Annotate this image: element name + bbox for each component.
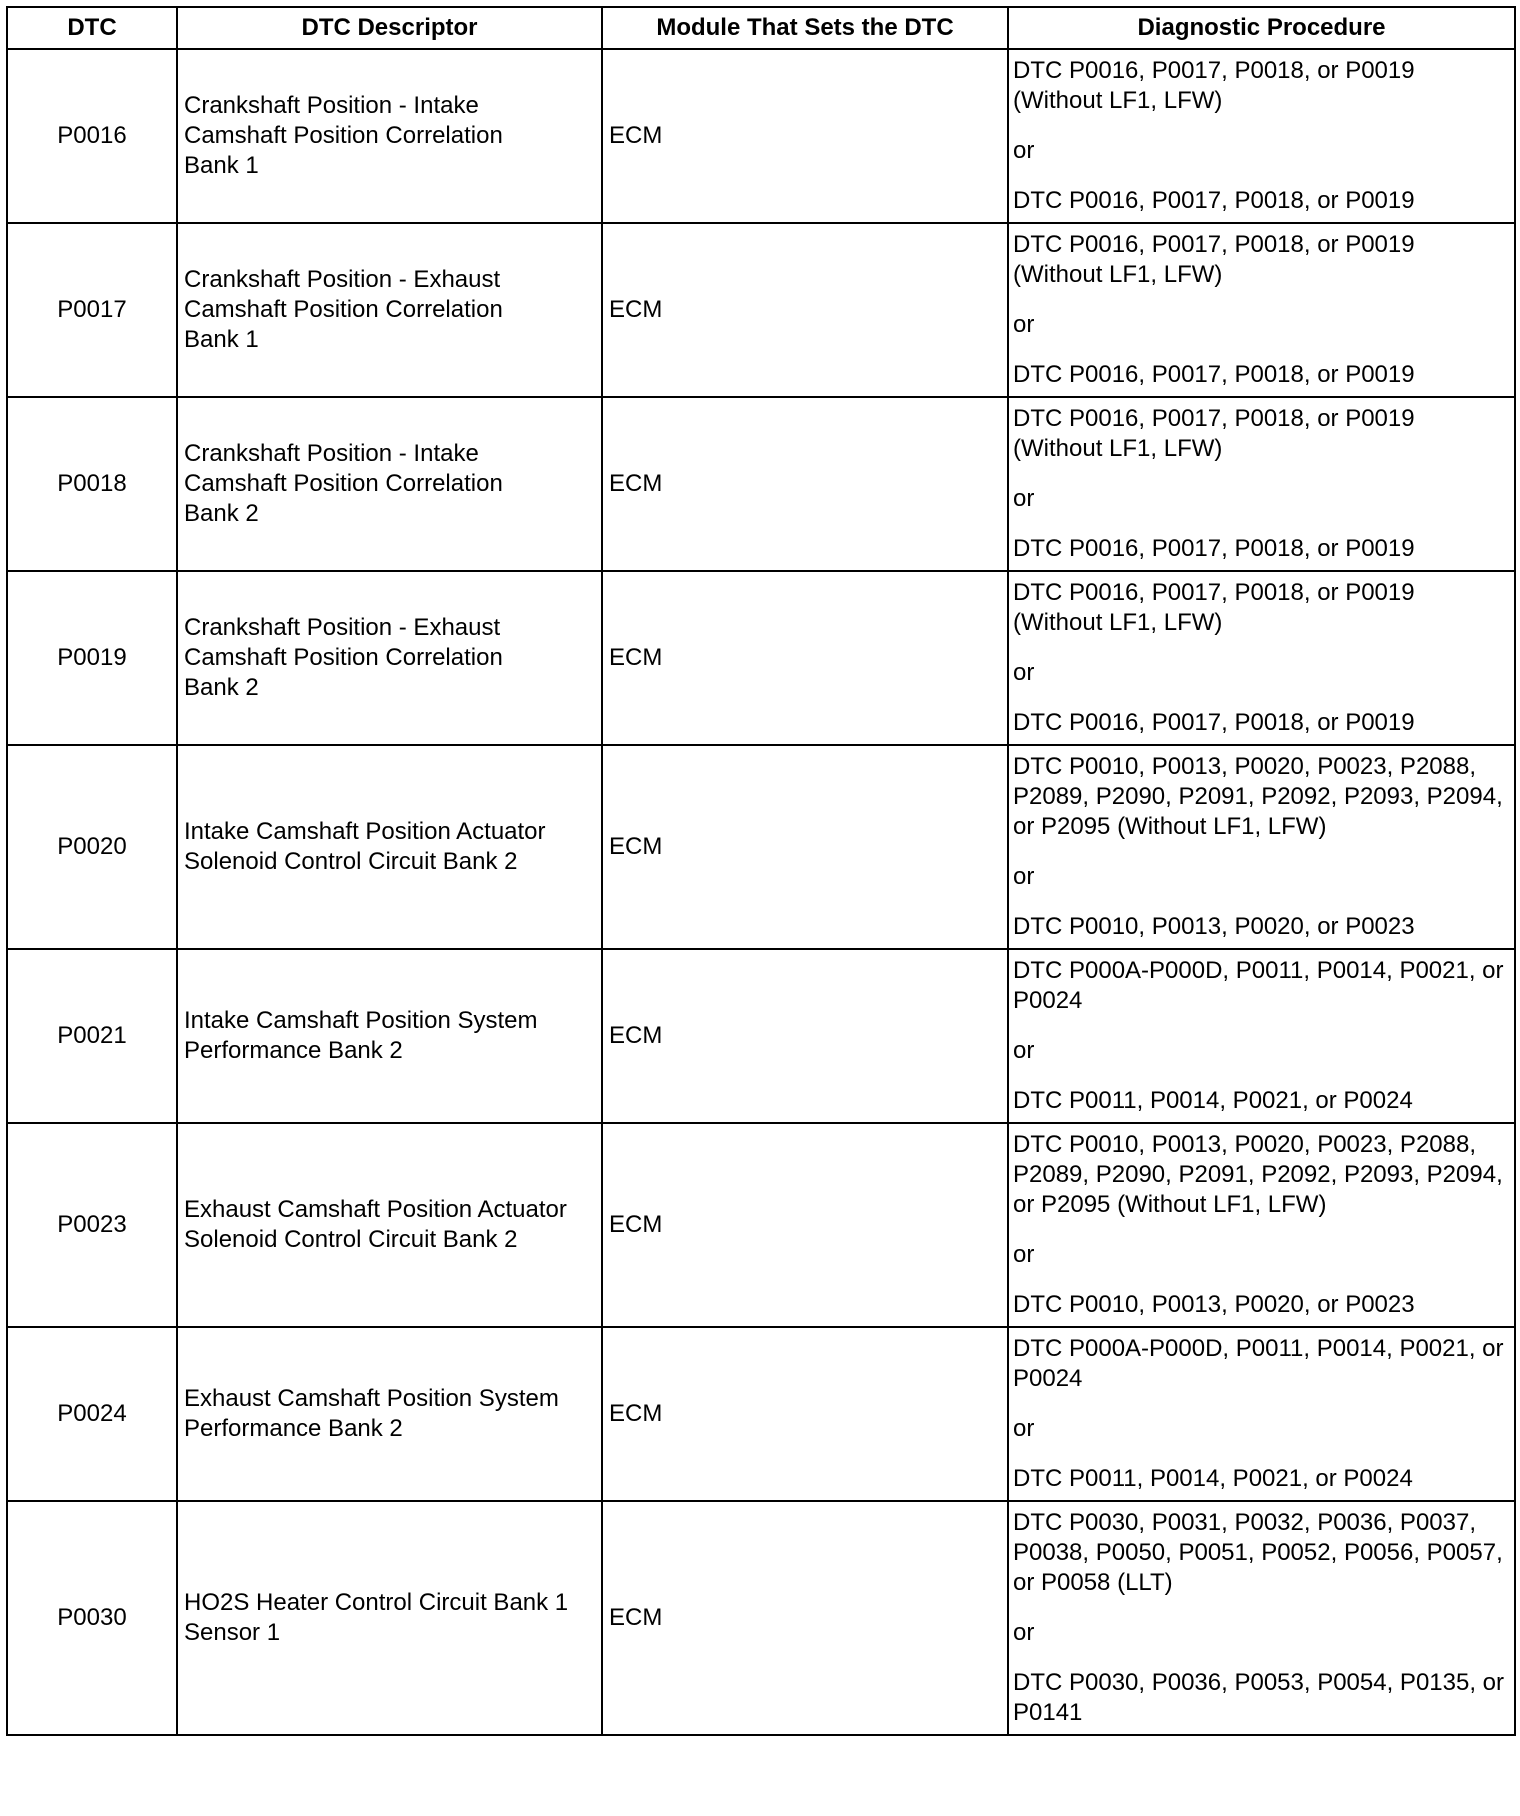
dtc-descriptor-cell xyxy=(177,571,602,745)
header-row xyxy=(7,7,1515,49)
descriptor-line: Camshaft Position Correlation xyxy=(184,122,503,149)
procedure-or-separator: or xyxy=(1013,485,1035,512)
procedure-link-primary[interactable]: DTC P0010, P0013, P0020, P0023, P2088, P2089, P2090, P2091, P2092, P2093, P2094, or P2095 (Without LF1, LFW) xyxy=(1013,753,1503,840)
module-cell: ECM xyxy=(602,49,1008,223)
descriptor-line: Camshaft Position Correlation xyxy=(184,296,503,323)
procedure-or-separator: or xyxy=(1013,863,1035,890)
dtc-code-cell: P0020 xyxy=(7,745,177,949)
dtc-code-cell: P0030 xyxy=(7,1501,177,1735)
procedure-link-alternate[interactable]: DTC P0016, P0017, P0018, or P0019 xyxy=(1013,709,1415,736)
diagnostic-procedure-cell xyxy=(1008,1327,1515,1501)
table-row xyxy=(7,571,1515,745)
diagnostic-procedure-cell xyxy=(1008,49,1515,223)
table-row xyxy=(7,1327,1515,1501)
procedure-or-separator: or xyxy=(1013,659,1035,686)
diagnostic-procedure-cell xyxy=(1008,745,1515,949)
procedure-or-separator: or xyxy=(1013,1619,1035,1646)
procedure-link-alternate[interactable]: DTC P0010, P0013, P0020, or P0023 xyxy=(1013,913,1415,940)
descriptor-line: Bank 1 xyxy=(184,326,259,353)
dtc-code-cell: P0018 xyxy=(7,397,177,571)
table-row xyxy=(7,949,1515,1123)
dtc-code-cell: P0024 xyxy=(7,1327,177,1501)
dtc-code-cell: P0019 xyxy=(7,571,177,745)
diagnostic-procedure-cell xyxy=(1008,1501,1515,1735)
dtc-code-cell: P0016 xyxy=(7,49,177,223)
procedure-link-primary[interactable]: DTC P000A-P000D, P0011, P0014, P0021, or P0024 xyxy=(1013,957,1504,1014)
module-cell: ECM xyxy=(602,745,1008,949)
procedure-link-alternate[interactable]: DTC P0016, P0017, P0018, or P0019 xyxy=(1013,535,1415,562)
diagnostic-procedure-cell xyxy=(1008,223,1515,397)
table-body xyxy=(7,49,1515,1735)
descriptor-line: Bank 2 xyxy=(184,674,259,701)
descriptor-line: Camshaft Position Correlation xyxy=(184,644,503,671)
descriptor-line: Bank 1 xyxy=(184,152,259,179)
descriptor-line: Bank 2 xyxy=(184,500,259,527)
dtc-descriptor-cell xyxy=(177,1501,602,1735)
descriptor-line: Exhaust Camshaft Position System xyxy=(184,1385,559,1412)
procedure-link-primary[interactable]: DTC P000A-P000D, P0011, P0014, P0021, or P0024 xyxy=(1013,1335,1504,1392)
module-cell: ECM xyxy=(602,1123,1008,1327)
table-row xyxy=(7,1123,1515,1327)
descriptor-line: Solenoid Control Circuit Bank 2 xyxy=(184,848,518,875)
module-cell: ECM xyxy=(602,1327,1008,1501)
procedure-link-alternate[interactable]: DTC P0030, P0036, P0053, P0054, P0135, or P0141 xyxy=(1013,1669,1505,1726)
diagnostic-procedure-cell xyxy=(1008,949,1515,1123)
procedure-link-primary[interactable]: DTC P0010, P0013, P0020, P0023, P2088, P2089, P2090, P2091, P2092, P2093, P2094, or P2095 (Without LF1, LFW) xyxy=(1013,1131,1503,1218)
dtc-descriptor-cell xyxy=(177,397,602,571)
procedure-link-primary[interactable]: DTC P0016, P0017, P0018, or P0019 (Without LF1, LFW) xyxy=(1013,579,1415,636)
header-dtc: DTC xyxy=(7,7,177,49)
procedure-link-alternate[interactable]: DTC P0016, P0017, P0018, or P0019 xyxy=(1013,361,1415,388)
procedure-or-separator: or xyxy=(1013,1241,1035,1268)
dtc-code-cell: P0021 xyxy=(7,949,177,1123)
descriptor-line: Performance Bank 2 xyxy=(184,1037,403,1064)
table-header xyxy=(7,7,1515,49)
diagnostic-procedure-cell xyxy=(1008,571,1515,745)
table-row xyxy=(7,223,1515,397)
descriptor-line: HO2S Heater Control Circuit Bank 1 xyxy=(184,1589,569,1616)
procedure-or-separator: or xyxy=(1013,1037,1035,1064)
dtc-descriptor-cell xyxy=(177,223,602,397)
procedure-or-separator: or xyxy=(1013,137,1035,164)
dtc-descriptor-cell xyxy=(177,949,602,1123)
header-module: Module That Sets the DTC xyxy=(602,7,1008,49)
dtc-code-cell: P0017 xyxy=(7,223,177,397)
descriptor-line: Crankshaft Position - Exhaust xyxy=(184,614,501,641)
procedure-link-primary[interactable]: DTC P0016, P0017, P0018, or P0019 (Without LF1, LFW) xyxy=(1013,57,1415,114)
table-row xyxy=(7,397,1515,571)
descriptor-line: Solenoid Control Circuit Bank 2 xyxy=(184,1226,518,1253)
descriptor-line: Performance Bank 2 xyxy=(184,1415,403,1442)
module-cell: ECM xyxy=(602,223,1008,397)
procedure-link-primary[interactable]: DTC P0016, P0017, P0018, or P0019 (Without LF1, LFW) xyxy=(1013,405,1415,462)
table-row xyxy=(7,745,1515,949)
document-page xyxy=(6,6,1514,1736)
procedure-or-separator: or xyxy=(1013,311,1035,338)
descriptor-line: Intake Camshaft Position Actuator xyxy=(184,818,546,845)
descriptor-line: Intake Camshaft Position System xyxy=(184,1007,538,1034)
dtc-descriptor-cell xyxy=(177,745,602,949)
diagnostic-procedure-cell xyxy=(1008,397,1515,571)
procedure-link-alternate[interactable]: DTC P0011, P0014, P0021, or P0024 xyxy=(1013,1465,1413,1492)
dtc-descriptor-cell xyxy=(177,49,602,223)
descriptor-line: Crankshaft Position - Intake xyxy=(184,440,479,467)
dtc-code-cell: P0023 xyxy=(7,1123,177,1327)
header-descriptor: DTC Descriptor xyxy=(177,7,602,49)
module-cell: ECM xyxy=(602,571,1008,745)
descriptor-line: Crankshaft Position - Intake xyxy=(184,92,479,119)
procedure-link-primary[interactable]: DTC P0016, P0017, P0018, or P0019 (Without LF1, LFW) xyxy=(1013,231,1415,288)
procedure-link-alternate[interactable]: DTC P0011, P0014, P0021, or P0024 xyxy=(1013,1087,1413,1114)
descriptor-line: Exhaust Camshaft Position Actuator xyxy=(184,1196,567,1223)
diagnostic-procedure-cell xyxy=(1008,1123,1515,1327)
dtc-descriptor-cell xyxy=(177,1123,602,1327)
descriptor-line: Crankshaft Position - Exhaust xyxy=(184,266,501,293)
table-row xyxy=(7,49,1515,223)
module-cell: ECM xyxy=(602,949,1008,1123)
module-cell: ECM xyxy=(602,397,1008,571)
procedure-link-primary[interactable]: DTC P0030, P0031, P0032, P0036, P0037, P0038, P0050, P0051, P0052, P0056, P0057, or P0058 (LLT) xyxy=(1013,1509,1503,1596)
module-cell: ECM xyxy=(602,1501,1008,1735)
dtc-descriptor-cell xyxy=(177,1327,602,1501)
dtc-table xyxy=(6,6,1516,1736)
descriptor-line: Camshaft Position Correlation xyxy=(184,470,503,497)
procedure-link-alternate[interactable]: DTC P0010, P0013, P0020, or P0023 xyxy=(1013,1291,1415,1318)
header-procedure: Diagnostic Procedure xyxy=(1008,7,1515,49)
descriptor-line: Sensor 1 xyxy=(184,1619,281,1646)
procedure-or-separator: or xyxy=(1013,1415,1035,1442)
procedure-link-alternate[interactable]: DTC P0016, P0017, P0018, or P0019 xyxy=(1013,187,1415,214)
table-row xyxy=(7,1501,1515,1735)
